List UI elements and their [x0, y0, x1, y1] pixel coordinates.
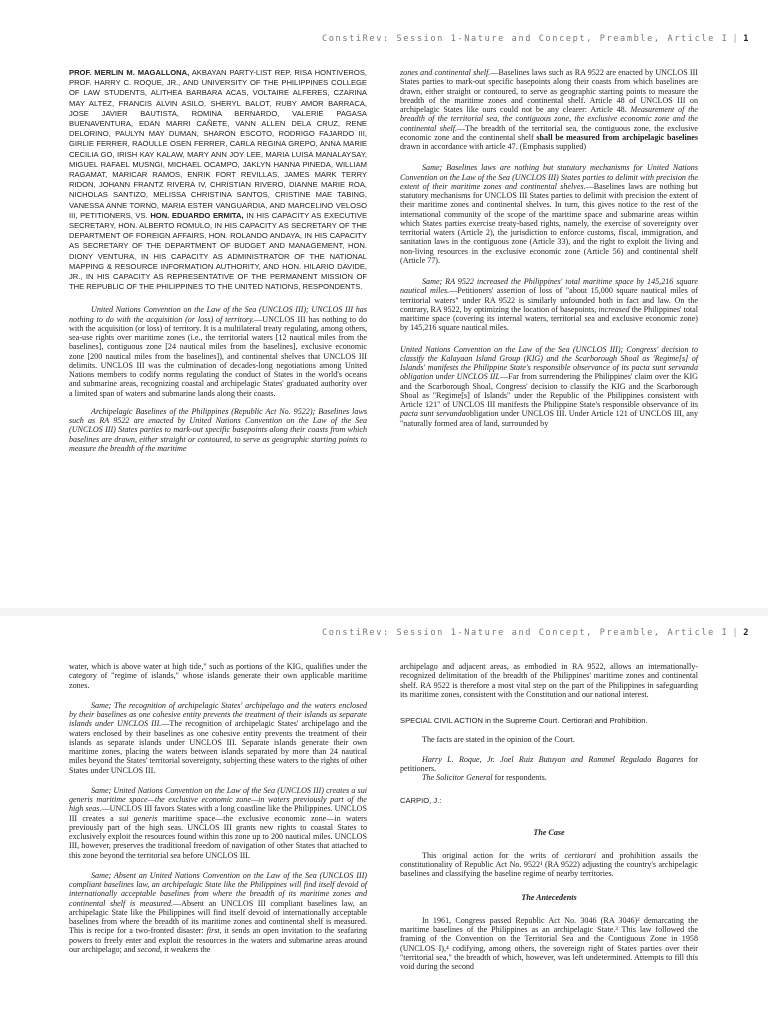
page-gap [0, 608, 768, 616]
page-header [322, 34, 750, 44]
syllabus-text: obligation under UNCLOS III. Under Article 121 of UNCLOS III, any "naturally formed area of land, surrounded by [400, 409, 698, 428]
syllabus-heading: Same; United Nations Convention on the Law of the Sea (UNCLOS III) creates a sui generis maritime space—the exclusive economic zone—in waters previously part of the high seas. [69, 785, 367, 814]
page-header [322, 628, 750, 638]
syllabus-heading: Same; Absent an United Nations Convention on the Law of the Sea (UNCLOS III) compliant baselines law, an archipelagic State like the Philippines will find itself devoid of internationally acceptable baselines from where the breadth of its maritime zones and continental shelf is measured. [69, 870, 367, 908]
counsel-names: Harry L. Roque, Jr. Joel Ruiz Butuyan and Rommel Regalado Bagares [422, 754, 684, 764]
syllabus-heading: Same; RA 9522 increased the Philippines' total maritime space by 145,216 square nautical miles. [400, 277, 698, 296]
syllabus-heading: United Nations Convention on the Law of the Sea (UNCLOS III); UNCLOS III has nothing to do with the acquisition (or loss) of territory. [69, 305, 367, 324]
body-text: archipelago and adjacent areas, as embodied in RA 9522, allows an internationally-recognized delimitation of the breadth of the Philippines' maritime zones and continental shelf. RA 9522 is therefore a most vital step on the part of the Philippines in safeguarding its maritime zones, consistent with the Constitution and our national interest. [400, 662, 698, 699]
syllabus-heading: zones and continental shelf. [400, 68, 491, 77]
syllabus-paragraph [400, 163, 698, 265]
syllabus-text: —UNCLOS III has nothing to do with the acquisition (or loss) of territory. It is a multilateral treaty regulating, among others, sea-use rights over maritime zones (i.e., the territorial waters [12 nautical miles from the baselines], contiguous zone [24 nautical miles from the baselines], exclusive economic zone [200 nautical miles from the baselines]), and continental shelves that UNCLOS III delimits. UNCLOS III was the culmination of decades-long negotiations among United Nations members to codify norms regulating the conduct of States in the world's oceans and submarine areas, recognizing coastal and archipelagic States' graduated authority over a limited span of waters and submarine lands along their coasts. [69, 314, 367, 398]
syllabus-paragraph [400, 345, 698, 428]
syllabus-text: —Far from surrendering the Philippines' claim over the KIG and the Scarborough Shoal, Congress' decision to classify the KIG and the Scarborough Shoal as "Regime[s] of Islands" under the Republic of the Philippines consistent with Article 121" of UNCLOS III manifests the Philippine State's responsible observance of its [400, 372, 698, 409]
ponente-name: CARPIO, J.: [400, 796, 442, 806]
petitioners-list: AKBAYAN PARTY-LIST REP. RISA HONTIVEROS, PROF. HARRY C. ROQUE, JR., AND UNIVERSITY OF THE PHILIPPINES COLLEGE OF LAW STUDENTS, ALITHEA BARBARA ACAS, VOLTAIRE ALFERES, CZARINA MAY ALTEZ, FRANCIS ALVIN ASILO, SHERYL BALOT, RUBY AMOR BARRACA, JOSE JAVIER BAUTISTA, ROMINA BERNARDO, VALERIE PAGASA BUENAVENTURA, EDAN MARRI CAÑETE, VANN ALLEN DELA CRUZ, RENE DELORINO, PAULYN MAY DUMAN, SHARON ESCOTO, RODRIGO FAJARDO III, GIRLIE FERRER, RAOULLE OSEN FERRER, CARLA REGINA GREPO, ANNA MARIE CECILIA GO, IRISH KAY KALAW, MARY ANN JOY LEE, MARIA LUISA MANALAYSAY, MIGUEL RAFAEL MUSNGI, MICHAEL OCAMPO, JAKLYN HANNA PINEDA, WILLIAM RAGAMAT, MARICAR RAMOS, ENRIK FORT REVILLAS, JAMES MARK TERRY RIDON, JOHANN FRANTZ RIVERA IV, CHRISTIAN RIVERO, DIANNE MARIE ROA, NICHOLAS SANTIZO, MELISSA CHRISTINA SANTOS, CRISTINE MAE TABING, VANESSA ANNE TORNO, MARIA ESTER VANGUARDIA, AND MARCELINO VELOSO III, PETITIONERS, VS. [69, 68, 367, 220]
facts-text: The facts are stated in the opinion of the Court. [422, 735, 575, 745]
ponente [400, 796, 698, 805]
page-number: 1 [743, 34, 750, 44]
respondents-list: IN HIS CAPACITY AS EXECUTIVE SECRETARY, HON. ALBERTO ROMULO, IN HIS CAPACITY AS SECRETARY OF THE DEPARTMENT OF FOREIGN AFFAIRS, HON. ROLANDO ANDAYA, IN HIS CAPACITY AS SECRETARY OF THE DEPARTMENT OF BUDGET AND MANAGEMENT, HON. DIONY VENTURA, IN HIS CAPACITY AS ADMINISTRATOR OF THE NATIONAL MAPPING & RESOURCE INFORMATION AUTHORITY, AND HON. HILARIO DAVIDE, JR., IN HIS CAPACITY AS REPRESENTATIVE OF THE PERMANENT MISSION OF THE REPUBLIC OF THE PHILIPPINES TO THE UNITED NATIONS, RESPONDENTS. [69, 210, 368, 292]
body-text: This original action for the writs of [422, 850, 565, 860]
syllabus-text: drawn in accordance with article 47. (Emphasis supplied) [400, 142, 587, 151]
syllabus-paragraph [400, 68, 698, 151]
syllabus-paragraph [69, 701, 367, 775]
syllabus-paragraph [69, 407, 367, 453]
syllabus-heading: Same; Baselines laws are nothing but statutory mechanisms for United Nations Convention on the Law of the Sea (UNCLOS III) States parties to delimit with precision the extent of their maritime zones and continental shelves. [400, 163, 698, 191]
body-paragraph [400, 916, 698, 972]
syllabus-text: —Baselines laws are nothing but statutory mechanisms for UNCLOS III States parties to delimit with precision the extent of their maritime zones and continental shelves. In turn, this gives notice to the rest of the international community of the scope of the maritime space and submarine areas within which States parties exercise treaty-based rights, namely, the exercise of sovereignty over territorial waters (Article 2), the jurisdiction to enforce customs, fiscal, immigration, and sanitation laws in the contiguous zone (Article 33), and the right to exploit the living and non-living resources in the exclusive economic zone (Article 56) and continental shelf (Article 77). [400, 181, 698, 265]
header-title: ConstiRev: Session 1-Nature and Concept, Preamble, Article I [322, 628, 729, 638]
syllabus-text: —The breadth of the territorial sea, the contiguous zone, the exclusive economic zone and the continental shelf [400, 123, 698, 142]
document-page-2 [0, 616, 768, 1024]
header-separator: | [732, 628, 740, 638]
emphasis-text: shall be measured from archipelagic baselines [536, 132, 698, 142]
syllabus-paragraph [69, 305, 367, 398]
section-heading-antecedents: The Antecedents [521, 892, 577, 902]
proceeding-text: SPECIAL CIVIL ACTION in the Supreme Court. Certiorari and Prohibition. [400, 716, 648, 725]
syllabus-text: —UNCLOS III favors States with a long coastline like the Philippines. UNCLOS III creates a [69, 804, 367, 823]
syllabus-text: , it sends an open invitation to the seafaring powers to freely enter and exploit the resources in the waters and submarine areas around our archipelago; and [69, 926, 367, 954]
italic-term: first [206, 926, 220, 936]
counsel-role: for respondents. [492, 773, 547, 782]
italic-term: certiorari [564, 850, 596, 860]
header-separator: | [732, 34, 740, 44]
counsel-respondents [400, 773, 698, 782]
syllabus-paragraph [69, 786, 367, 860]
body-paragraph [400, 662, 698, 699]
article-48-title: Measurement of the breadth of the territorial sea, the contiguous zone, the exclusive economic zone and the continental shelf. [400, 105, 698, 133]
facts-statement [400, 735, 698, 744]
proceeding-type [400, 716, 698, 725]
section-heading-case: The Case [533, 827, 565, 837]
italic-term: increased [598, 304, 630, 314]
syllabus-text: maritime space—the exclusive economic zone—in waters previously part of the high seas. UNCLOS III grants new rights to coastal States to exclusively exploit the resources found within this zone up to 200 nautical miles. UNCLOS III, however, preserves the traditional freedom of navigation of other States that attached to this zone beyond the territorial sea before UNCLOS III. [69, 813, 367, 860]
syllabus-heading: Same; The recognition of archipelagic States' archipelago and the waters enclosed by their baselines as one cohesive entity prevents the treatment of their islands as separate islands under UNCLOS III. [69, 700, 367, 729]
body-text: In 1961, Congress passed Republic Act No. 3046 (RA 3046)² demarcating the maritime baselines of the Philippines as an archipelagic State.³ This law followed the framing of the Convention on the Territorial Sea and the Contiguous Zone in 1958 (UNCLOS I),⁴ codifying, among others, the sovereign right of States parties over their "territorial sea," the breadth of which, however, was left undetermined. Attempts to fill this void during the second [400, 915, 698, 971]
italic-term: second [137, 944, 161, 954]
petitioner-lead: PROF. MERLIN M. MAGALLONA, [69, 68, 190, 77]
syllabus-text: —Petitioners' assertion of loss of "about 15,000 square nautical miles of territorial waters" under RA 9522 is similarly unfounded both in fact and law. On the contrary, RA 9522, by optimizing the location of basepoints, [400, 286, 698, 314]
left-column [69, 68, 367, 461]
body-text: and prohibition assails the constitutionality of Republic Act No. 9522¹ (RA 9522) adjusting the country's archipelagic baselines and classifying the baseline regime of nearby territories. [400, 850, 698, 879]
counsel-names: The Solicitor General [422, 773, 493, 782]
syllabus-paragraph [69, 662, 367, 690]
syllabus-text: , it weakens the [160, 944, 211, 954]
italic-term: pacta sunt servanda [400, 409, 466, 419]
page-number: 2 [743, 628, 750, 638]
right-column [400, 662, 698, 979]
syllabus-text: the Philippines' total maritime space (covering its internal waters, territorial sea and exclusive economic zone) by 145,216 square nautical miles. [400, 304, 698, 333]
header-title: ConstiRev: Session 1-Nature and Concept, Preamble, Article I [322, 34, 729, 44]
syllabus-text: —The recognition of archipelagic States' archipelago and the waters enclosed by their baselines as one cohesive entity prevents the treatment of their islands as separate islands under UNCLOS III. Separate islands generate their own maritime zones, placing the waters between islands separated by more than 24 nautical miles beyond the States' territorial sovereignty, subjecting these waters to the rights of other States under UNCLOS III. [69, 719, 367, 775]
italic-term: sui generis [118, 813, 158, 823]
respondent-lead: HON. EDUARDO ERMITA, [150, 210, 244, 220]
syllabus-text: —Baselines laws such as RA 9522 are enacted by UNCLOS III States parties to mark-out specific basepoints along their coasts from which baselines are drawn, either straight or contoured, to serve as geographic starting points to measure the breadth of the maritime zones and continental shelf. Article 48 of UNCLOS III on archipelagic States like ours could not be any clearer: Article 48. [400, 68, 698, 114]
syllabus-paragraph [69, 871, 367, 954]
left-column [69, 662, 367, 962]
counsel-petitioners [400, 755, 698, 774]
syllabus-text: water, which is above water at high tide," such as portions of the KIG, qualifies under the category of "regime of islands," whose islands generate their own applicable maritime zones. [69, 662, 367, 690]
syllabus-paragraph [400, 277, 698, 333]
right-column [400, 68, 698, 436]
syllabus-heading: United Nations Convention on the Law of the Sea (UNCLOS III); Congress' decision to classify the Kalayaan Island Group (KIG) and the Scarborough Shoal as 'Regime[s] of Islands' manifests the Philippine State's responsible observance of its pacta sunt servanda obligation under UNCLOS III. [400, 344, 698, 382]
syllabus-text: —Absent an UNCLOS III compliant baselines law, an archipelagic State like the Philippines will find itself devoid of internationally acceptable baselines from where the breadth of its maritime zones and continental shelf is measured. This is recipe for a two-fronted disaster: [69, 898, 367, 936]
counsel-role: for petitioners. [400, 754, 699, 773]
syllabus-heading: Archipelagic Baselines of the Philippines (Republic Act No. 9522); Baselines laws such as RA 9522 are enacted by United Nations Convention on the Law of the Sea (UNCLOS III) States parties to mark-out specific basepoints along their coasts from which baselines are drawn, either straight or contoured, to serve as geographic starting points to measure the breadth of the maritime [69, 406, 367, 453]
case-parties [69, 68, 367, 292]
body-paragraph [400, 851, 698, 879]
